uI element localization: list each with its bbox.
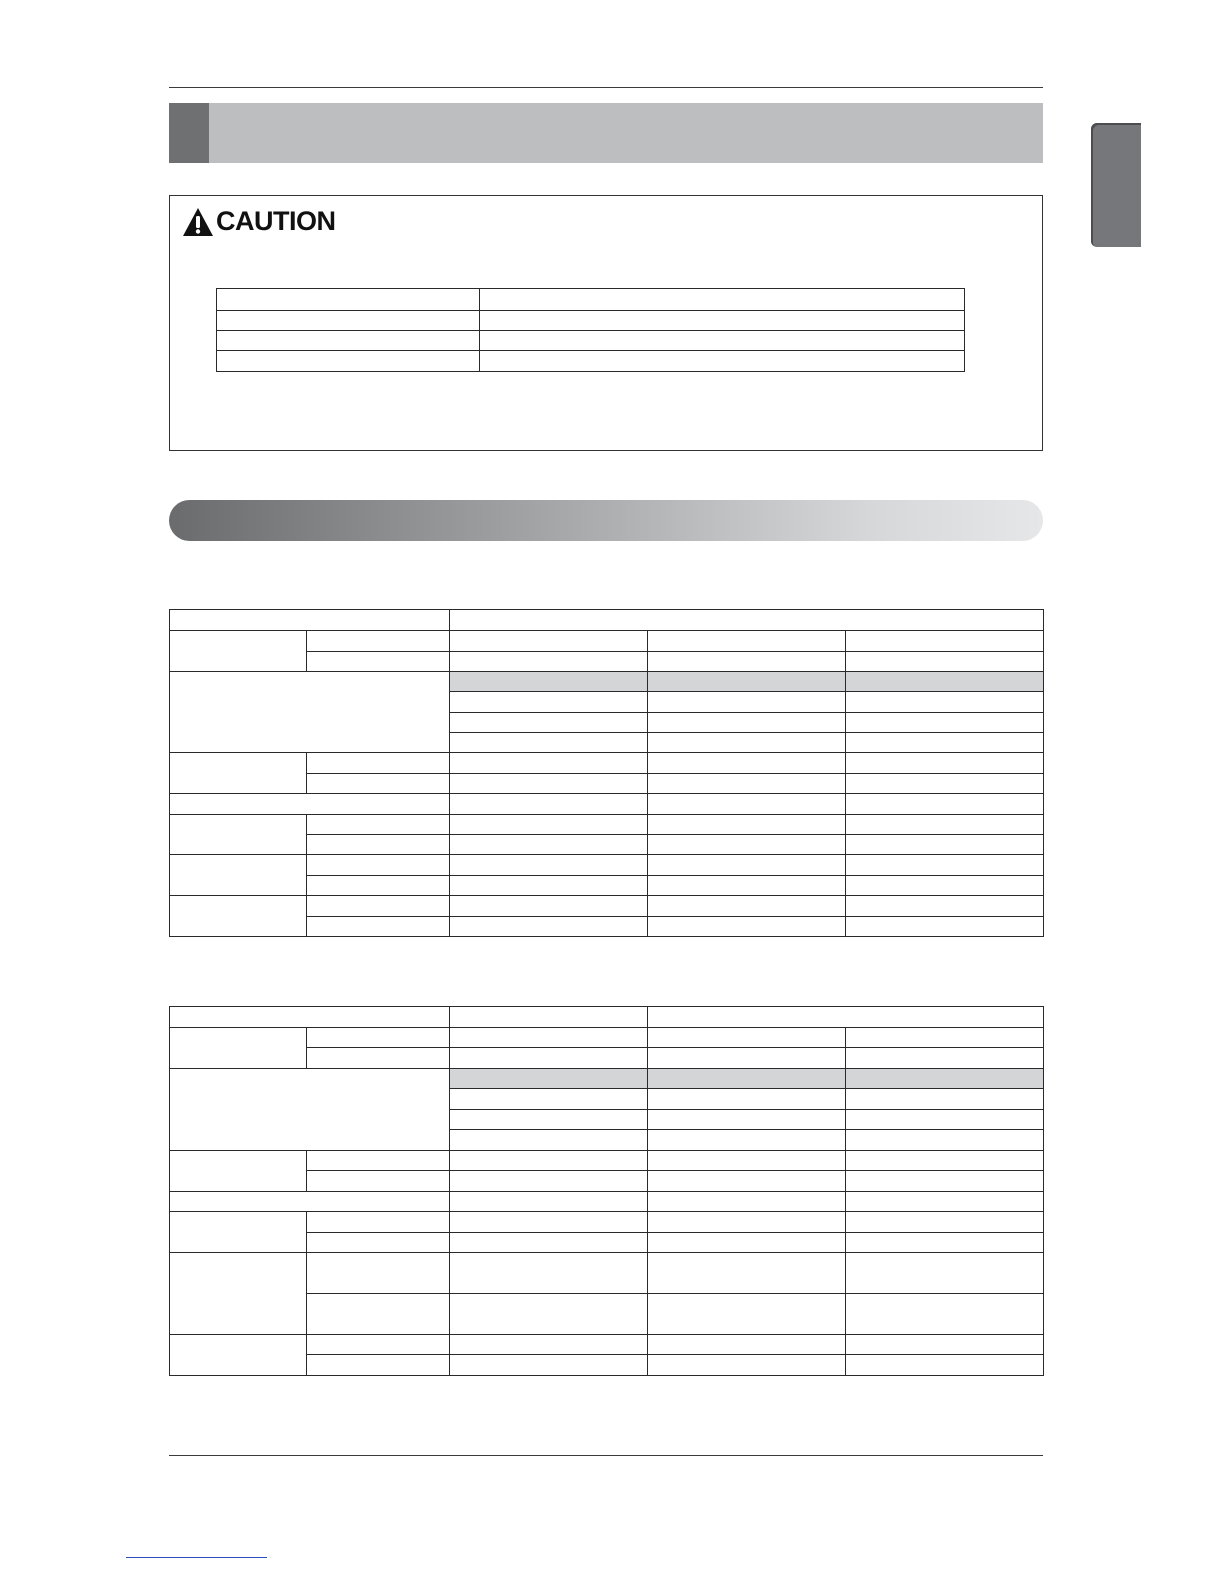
table-cell — [170, 1253, 307, 1335]
caution-label: CAUTION — [216, 206, 336, 236]
table-cell — [480, 351, 965, 372]
table-cell — [648, 1048, 846, 1069]
chapter-title-bar — [169, 103, 1043, 163]
table-cell — [170, 672, 450, 753]
table-cell — [450, 652, 648, 672]
table-cell — [450, 1130, 648, 1151]
table-cell — [846, 1355, 1044, 1376]
link-underline[interactable] — [126, 1557, 267, 1558]
table-cell — [648, 652, 846, 672]
table-cell — [846, 794, 1044, 815]
table-cell — [450, 855, 648, 876]
table-cell — [450, 896, 648, 917]
table-cell — [307, 1151, 450, 1171]
table-cell — [450, 1212, 648, 1233]
table-row — [170, 815, 1044, 835]
table-cell — [846, 1233, 1044, 1253]
table-cell — [846, 672, 1044, 692]
table-cell — [307, 1233, 450, 1253]
table-cell — [846, 1110, 1044, 1130]
table-cell — [648, 1028, 846, 1048]
table-cell — [450, 1294, 648, 1335]
table-cell — [450, 794, 648, 815]
side-language-tab — [1091, 123, 1141, 247]
table-row — [170, 855, 1044, 876]
table-cell — [846, 815, 1044, 835]
table-cell — [450, 876, 648, 896]
table-row — [170, 753, 1044, 774]
table-cell — [450, 733, 648, 753]
table-cell — [846, 631, 1044, 652]
table-row — [170, 1007, 1044, 1028]
table-cell — [307, 815, 450, 835]
table-cell — [307, 753, 450, 774]
table-cell — [648, 835, 846, 855]
table-cell — [307, 855, 450, 876]
table-cell — [307, 1212, 450, 1233]
table-cell — [846, 1048, 1044, 1069]
table-cell — [170, 855, 307, 896]
table-row — [217, 351, 965, 372]
table-cell — [307, 1253, 450, 1294]
table-cell — [450, 815, 648, 835]
table-cell — [170, 896, 307, 937]
table-cell — [648, 733, 846, 753]
table-cell — [846, 835, 1044, 855]
table-cell — [307, 631, 450, 652]
table-cell — [846, 1335, 1044, 1355]
table-cell — [450, 610, 1044, 631]
table-cell — [170, 794, 450, 815]
table-cell — [450, 917, 648, 937]
table-cell — [648, 631, 846, 652]
table-cell — [648, 753, 846, 774]
table-cell — [450, 1335, 648, 1355]
table-cell — [450, 1253, 648, 1294]
table-row — [170, 1192, 1044, 1212]
table-row — [217, 311, 965, 331]
table-cell — [450, 692, 648, 713]
table-cell — [450, 835, 648, 855]
table-row — [170, 1212, 1044, 1233]
table-row — [217, 289, 965, 311]
table-cell — [846, 855, 1044, 876]
table-cell — [846, 733, 1044, 753]
table-cell — [846, 1151, 1044, 1171]
table-cell — [648, 1253, 846, 1294]
table-cell — [450, 1192, 648, 1212]
table-cell — [846, 1294, 1044, 1335]
table-row — [170, 610, 1044, 631]
chapter-title-marker — [169, 103, 209, 163]
top-rule — [169, 87, 1043, 88]
table-cell — [648, 1089, 846, 1110]
table-cell — [307, 1171, 450, 1192]
table-cell — [648, 1151, 846, 1171]
table-row — [170, 1253, 1044, 1294]
table-cell — [846, 753, 1044, 774]
table-cell — [846, 917, 1044, 937]
table-cell — [846, 1253, 1044, 1294]
table-cell — [307, 1028, 450, 1048]
table-cell — [648, 1212, 846, 1233]
table-cell — [170, 1028, 307, 1069]
table-row — [170, 1069, 1044, 1089]
table-cell — [450, 774, 648, 794]
table-cell — [648, 672, 846, 692]
table-cell — [450, 1233, 648, 1253]
table-row — [170, 1151, 1044, 1171]
table-cell — [846, 1130, 1044, 1151]
table-cell — [648, 1233, 846, 1253]
table-cell — [170, 753, 307, 794]
table-cell — [648, 876, 846, 896]
table-cell — [170, 1151, 307, 1192]
table-cell — [170, 1069, 450, 1151]
caution-heading — [182, 206, 336, 237]
table-cell — [217, 331, 480, 351]
table-cell — [450, 1355, 648, 1376]
table-cell — [846, 1192, 1044, 1212]
table-cell — [846, 1028, 1044, 1048]
table-cell — [307, 896, 450, 917]
table-row — [170, 672, 1044, 692]
table-row — [170, 1335, 1044, 1355]
table-cell — [480, 289, 965, 311]
table-cell — [846, 1089, 1044, 1110]
table-cell — [450, 1048, 648, 1069]
table-cell — [450, 1069, 648, 1089]
table-row — [217, 331, 965, 351]
table-cell — [170, 1192, 450, 1212]
table-cell — [217, 289, 480, 311]
table-cell — [846, 876, 1044, 896]
bottom-rule — [169, 1455, 1043, 1456]
table-cell — [170, 815, 307, 855]
caution-table — [216, 288, 965, 372]
table-cell — [648, 1171, 846, 1192]
table-row — [170, 1028, 1044, 1048]
table-cell — [648, 815, 846, 835]
table-cell — [450, 631, 648, 652]
table-cell — [450, 1151, 648, 1171]
table-cell — [648, 774, 846, 794]
table-cell — [170, 631, 307, 672]
table-cell — [648, 1069, 846, 1089]
table-row — [170, 631, 1044, 652]
table-row — [170, 794, 1044, 815]
table-cell — [450, 1028, 648, 1048]
table-cell — [846, 1171, 1044, 1192]
table-cell — [307, 876, 450, 896]
table-cell — [450, 1007, 648, 1028]
table-cell — [648, 794, 846, 815]
table-cell — [307, 1294, 450, 1335]
table-cell — [450, 713, 648, 733]
table-cell — [307, 1048, 450, 1069]
table-cell — [648, 917, 846, 937]
table-cell — [846, 692, 1044, 713]
table-cell — [480, 331, 965, 351]
table-cell — [170, 1335, 307, 1376]
table-cell — [217, 351, 480, 372]
table-cell — [450, 753, 648, 774]
table-cell — [450, 1089, 648, 1110]
table-cell — [307, 1355, 450, 1376]
table-cell — [648, 1007, 1044, 1028]
table-cell — [648, 855, 846, 876]
table-cell — [450, 672, 648, 692]
spec-table-1 — [169, 609, 1044, 937]
table-cell — [648, 1130, 846, 1151]
table-cell — [648, 1335, 846, 1355]
table-cell — [648, 1294, 846, 1335]
spec-table-2 — [169, 1006, 1044, 1376]
table-cell — [648, 713, 846, 733]
table-cell — [170, 610, 450, 631]
table-cell — [450, 1171, 648, 1192]
table-cell — [307, 835, 450, 855]
table-cell — [307, 917, 450, 937]
table-cell — [170, 1212, 307, 1253]
table-cell — [307, 774, 450, 794]
table-cell — [648, 1192, 846, 1212]
caution-box — [169, 195, 1043, 451]
table-cell — [846, 1069, 1044, 1089]
warning-triangle-icon — [182, 207, 214, 237]
section-title-bar — [169, 500, 1043, 541]
table-cell — [648, 1355, 846, 1376]
table-cell — [648, 896, 846, 917]
table-cell — [846, 1212, 1044, 1233]
table-cell — [648, 1110, 846, 1130]
table-cell — [450, 1110, 648, 1130]
table-cell — [217, 311, 480, 331]
table-cell — [480, 311, 965, 331]
table-row — [170, 896, 1044, 917]
table-cell — [846, 713, 1044, 733]
table-cell — [846, 652, 1044, 672]
table-cell — [307, 652, 450, 672]
table-cell — [307, 1335, 450, 1355]
table-cell — [846, 774, 1044, 794]
table-cell — [846, 896, 1044, 917]
table-cell — [648, 692, 846, 713]
table-cell — [170, 1007, 450, 1028]
